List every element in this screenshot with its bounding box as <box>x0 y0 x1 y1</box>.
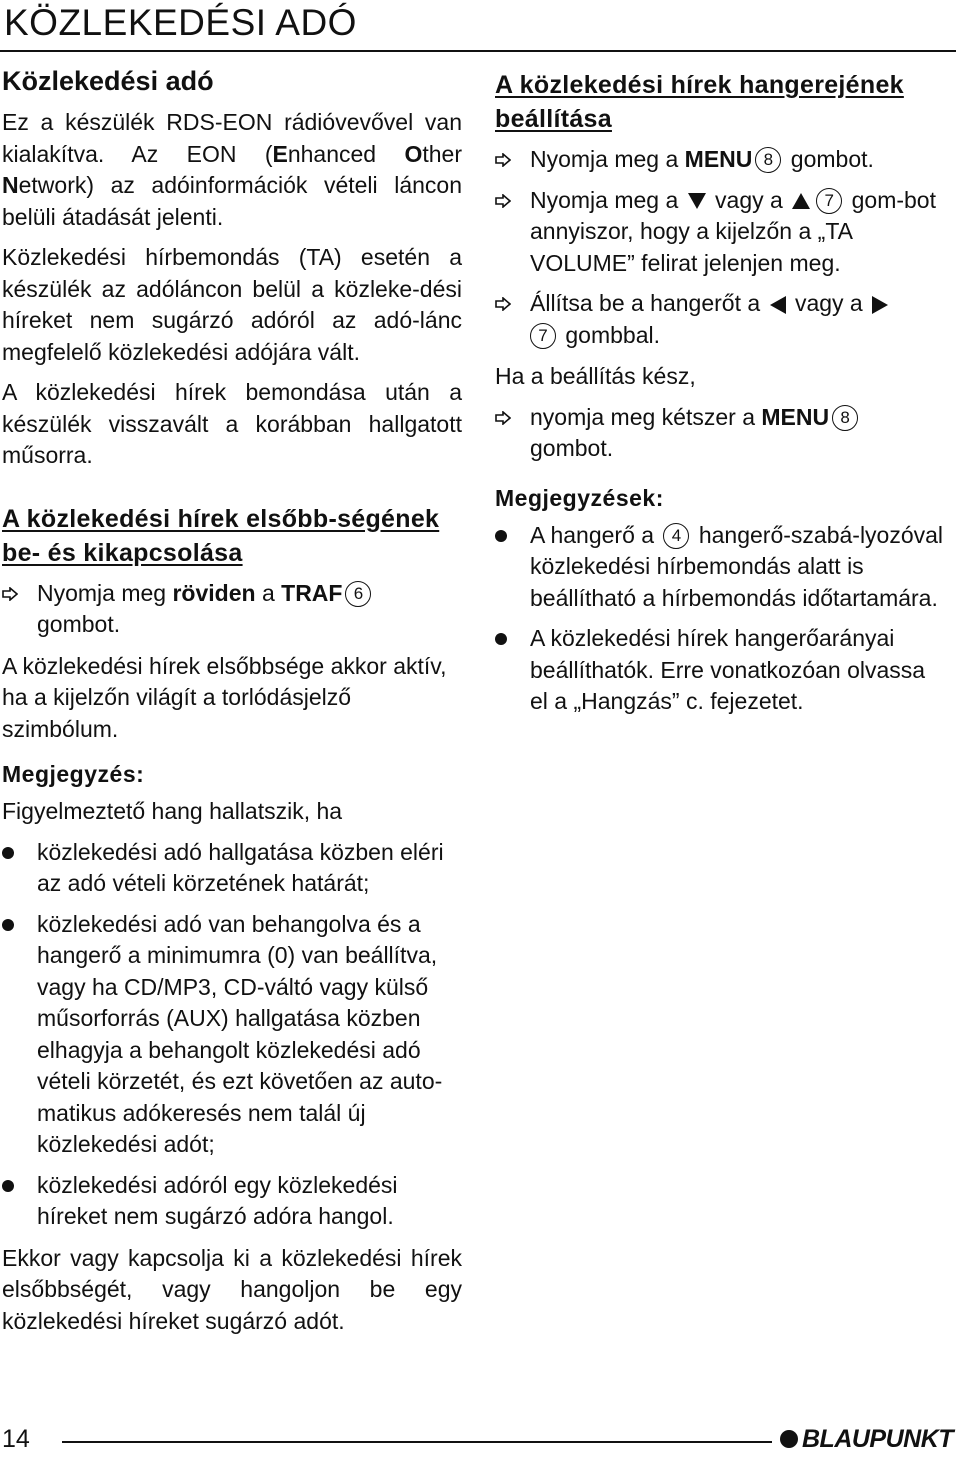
button-number-badge: 7 <box>530 323 556 349</box>
footer-divider <box>62 1441 772 1443</box>
bullet-dot-icon <box>495 530 507 542</box>
priority-steps <box>2 578 462 641</box>
triangle-down-icon <box>688 193 706 209</box>
section-title: Közlekedési adó <box>2 66 214 96</box>
bullet-dot-icon <box>495 633 507 645</box>
arrow-right-outline-icon <box>495 194 511 208</box>
arrow-right-outline-icon <box>495 411 511 425</box>
volume-step: Nyomja meg a MENU 8 gombot. <box>495 144 945 176</box>
note-list <box>2 837 462 1233</box>
intro-paragraph-ta: Közlekedési hírbemondás (TA) esetén a készülék az adóláncon belül a közleke-dési híreket nem sugárzó adóról az adó-lánc megfelelő közlekedési adójára vált. <box>2 244 462 365</box>
arrow-right-outline-icon <box>2 587 18 601</box>
header-divider <box>0 50 956 52</box>
button-number-badge: 8 <box>832 405 858 431</box>
volume-subheading: A közlekedési hírek hangerejének beállítása <box>495 71 904 133</box>
final-steps <box>495 402 945 465</box>
note-list-item: közlekedési adó hallgatása közben eléri az adó vételi körzetének határát; <box>2 837 462 900</box>
note-intro: Figyelmeztető hang hallatszik, ha <box>2 798 343 824</box>
notes-list <box>495 520 945 718</box>
bullet-dot-icon <box>2 847 14 859</box>
done-text: Ha a beállítás kész, <box>495 363 696 389</box>
triangle-up-icon <box>792 193 810 209</box>
blaupunkt-dot-icon <box>780 1430 798 1448</box>
priority-subheading: A közlekedési hírek elsőbb-ségének be- és kikapcsolása <box>2 504 440 567</box>
notes-list-item: A közlekedési hírek hangerőarányai beállíthatók. Erre vonatkozóan olvassa el a „Hangzás” c. fejezetet. <box>495 623 945 718</box>
intro-paragraph-return: A közlekedési hírek bemondása után a készülék visszavált a korábban hallgatott műsorra. <box>2 379 462 468</box>
volume-step: Állítsa be a hangerőt a vagy a 7 gombbal. <box>495 288 945 351</box>
intro-paragraph-eon: Ez a készülék RDS-EON rádióvevővel van kialakítva. Az EON (Enhanced Other Network) az adóinformációk vételi láncon belüli átadását jelenti. <box>2 109 462 230</box>
notes-list-item: A hangerő a 4 hangerő-szabá-lyozóval közlekedési hírbemondás alatt is beállítható a hírbemondás időtartamára. <box>495 520 945 615</box>
closing-paragraph: Ekkor vagy kapcsolja ki a közlekedési hírek elsőbbségét, vagy hangoljon be egy közlekedési híreket sugárzó adót. <box>2 1244 462 1334</box>
button-number-badge: 4 <box>663 523 689 549</box>
volume-step: Nyomja meg a vagy a 7 gom-bot annyiszor, hogy a kijelzőn a „TA VOLUME” felirat jelenjen meg. <box>495 185 945 280</box>
bullet-dot-icon <box>2 1180 14 1192</box>
priority-step: Nyomja meg röviden a TRAF 6 gombot. <box>2 578 462 641</box>
right-column <box>495 60 945 728</box>
note-list-item: közlekedési adóról egy közlekedési híreket nem sugárzó adóra hangol. <box>2 1170 462 1233</box>
triangle-left-icon <box>770 296 786 314</box>
button-number-badge: 6 <box>345 581 371 607</box>
triangle-right-icon <box>872 296 888 314</box>
brand-logo: BLAUPUNKT <box>780 1425 953 1454</box>
button-number-badge: 8 <box>755 147 781 173</box>
arrow-right-outline-icon <box>495 153 511 167</box>
page-header-title: KÖZLEKEDÉSI ADÓ <box>4 2 357 43</box>
arrow-right-outline-icon <box>495 297 511 311</box>
note-heading: Megjegyzés: <box>2 761 145 787</box>
page-number: 14 <box>2 1425 30 1453</box>
button-number-badge: 7 <box>816 188 842 214</box>
left-column <box>2 60 462 1346</box>
volume-steps <box>495 144 945 351</box>
priority-paragraph: A közlekedési hírek elsőbbsége akkor aktív, ha a kijelzőn világít a torlódásjelző szimbólum. <box>2 652 447 742</box>
note-list-item: közlekedési adó van behangolva és a hangerő a minimumra (0) van beállítva, vagy ha CD/MP3, CD-váltó vagy külső műsorforrás (AUX) hallgatása közben elhagyja a behangolt közlekedési adó vételi körzetét, és ezt követően az auto-matikus adókeresés nem talál új közlekedési adót; <box>2 909 462 1161</box>
volume-step: nyomja meg kétszer a MENU 8 gombot. <box>495 402 945 465</box>
notes-heading: Megjegyzések: <box>495 484 664 511</box>
bullet-dot-icon <box>2 919 14 931</box>
